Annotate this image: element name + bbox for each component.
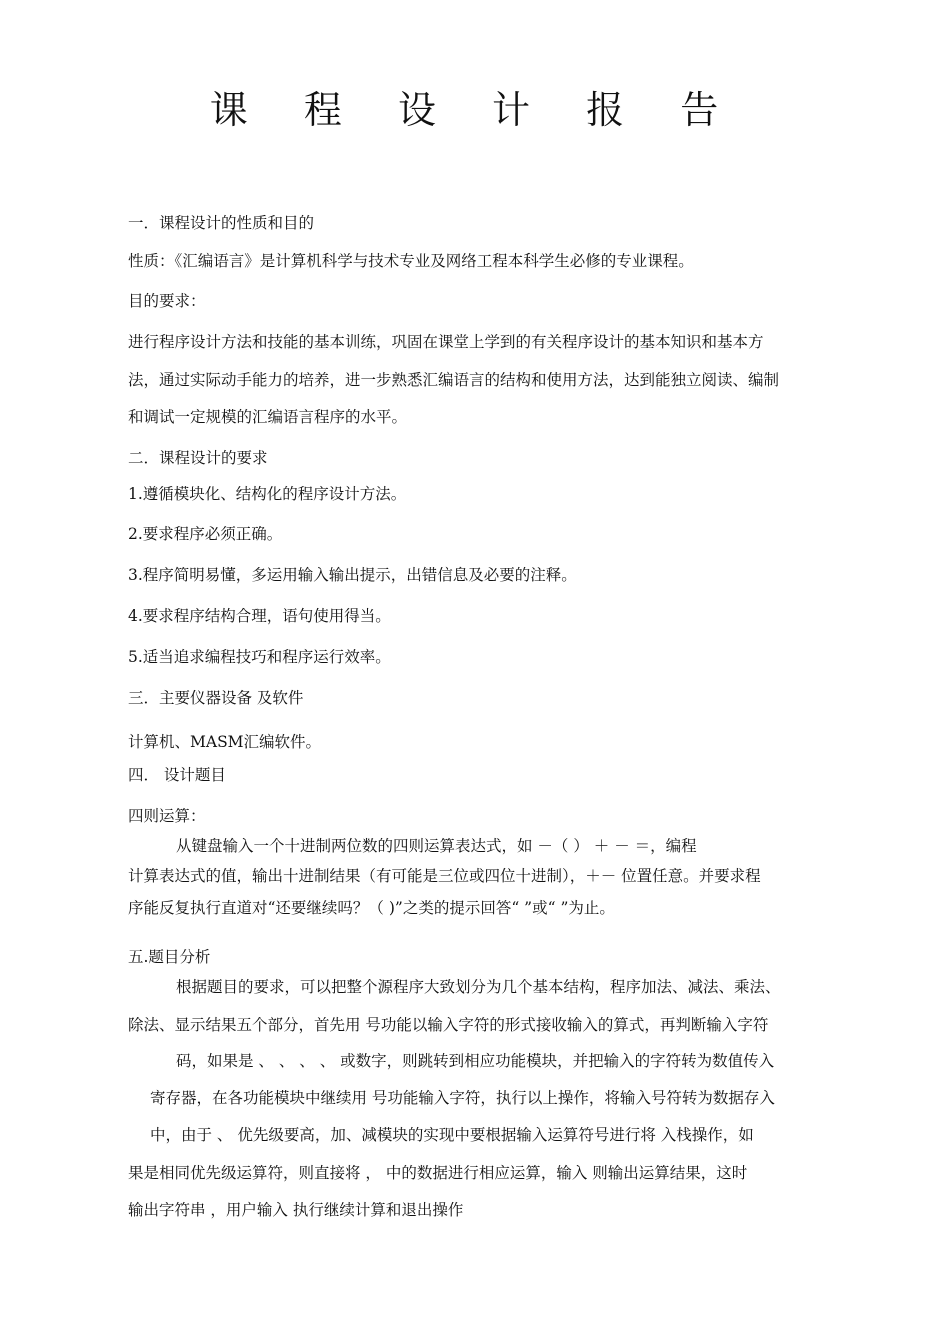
paragraph-line: 四则运算：	[128, 807, 206, 825]
paragraph-line: 从键盘输入一个十进制两位数的四则运算表达式，如 －（ ） ＋ － ＝，编程	[176, 837, 697, 855]
paragraph-line: 性质：《汇编语言》是计算机科学与技术专业及网络工程本科学生必修的专业课程。	[128, 252, 694, 270]
paragraph-line: 输出字符串 ，用户输入 执行继续计算和退出操作	[128, 1201, 464, 1219]
section-heading-4: 四． 设计题目	[128, 766, 226, 784]
document-title: 课 程 设 计 报 告	[209, 88, 741, 132]
paragraph-line: 进行程序设计方法和技能的基本训练，巩固在课堂上学到的有关程序设计的基本知识和基本方	[128, 333, 764, 351]
paragraph-line: 中，由于 、 优先级要高，加、减模块的实现中要根据输入运算符号进行将 入栈操作，如	[150, 1126, 754, 1144]
paragraph-line: 码，如果是 、 、 、 、 或数字，则跳转到相应功能模块，并把输入的字符转为数值传入	[176, 1052, 775, 1070]
paragraph-line: 除法、显示结果五个部分，首先用 号功能以输入字符的形式接收输入的算式，再判断输入字符	[128, 1016, 769, 1034]
paragraph-line: 序能反复执行直道对“还要继续吗？（ )”之类的提示回答“ ”或“ ”为止。	[128, 899, 615, 917]
list-item: 2.要求程序必须正确。	[128, 525, 283, 543]
paragraph-line: 计算表达式的值，输出十进制结果（有可能是三位或四位十进制），＋－ 位置任意。并要求程	[128, 867, 761, 885]
list-item: 5.适当追求编程技巧和程序运行效率。	[128, 648, 391, 666]
paragraph-line: 根据题目的要求，可以把整个源程序大致划分为几个基本结构，程序加法、减法、乘法、	[176, 978, 781, 996]
section-heading-2: 二．课程设计的要求	[128, 449, 268, 467]
section-heading-5: 五.题目分析	[128, 948, 211, 966]
section-heading-1: 一．课程设计的性质和目的	[128, 214, 315, 232]
paragraph-line: 寄存器，在各功能模块中继续用 号功能输入字符，执行以上操作，将输入号符转为数据存入	[150, 1089, 775, 1107]
list-item: 1.遵循模块化、结构化的程序设计方法。	[128, 485, 407, 503]
list-item: 4.要求程序结构合理，语句使用得当。	[128, 607, 391, 625]
paragraph-line: 果是相同优先级运算符，则直接将 ， 中的数据进行相应运算，输入 则输出运算结果，这时	[128, 1164, 748, 1182]
section-heading-3: 三．主要仪器设备 及软件	[128, 689, 304, 707]
paragraph-line: 和调试一定规模的汇编语言程序的水平。	[128, 408, 408, 426]
list-item: 3.程序简明易懂，多运用输入输出提示，出错信息及必要的注释。	[128, 566, 577, 584]
paragraph-line: 计算机、MASM汇编软件。	[128, 733, 322, 751]
paragraph-line: 目的要求：	[128, 292, 206, 310]
paragraph-line: 法，通过实际动手能力的培养，进一步熟悉汇编语言的结构和使用方法，达到能独立阅读、编制	[128, 371, 780, 389]
